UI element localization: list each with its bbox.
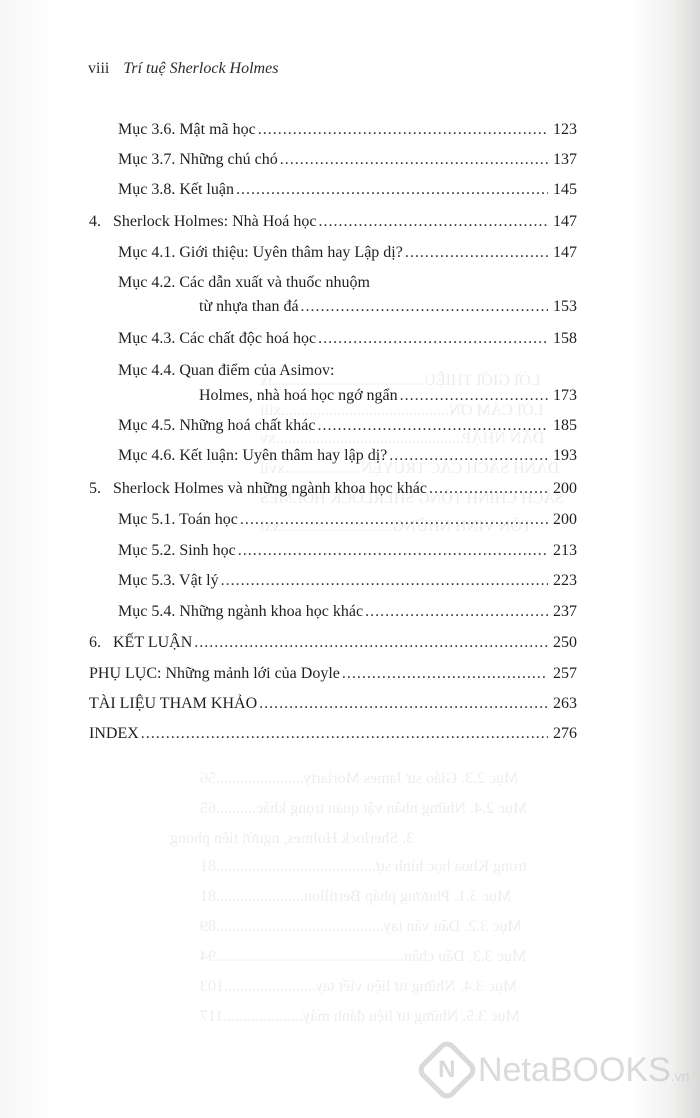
leader-dots — [221, 571, 548, 591]
watermark-suffix: .vn — [670, 1067, 690, 1084]
toc-entry-page: 173 — [553, 387, 577, 404]
netabooks-logo-icon: N — [414, 1037, 479, 1102]
toc-entry-page: 145 — [553, 181, 577, 198]
toc-entry-page: 250 — [553, 634, 577, 651]
bleed-through: LỜI GIỚI THIỆU......................................ix LỜI CẢM ƠN..........................................xiii DẪN NHẬP...............................................xv DANH SÁCH CÁC TRUYỆN...................xvii SÁCH CHÍNH TỐNG SHERLOCK HOLMES TÔN VINH NHỮNG............................xxi Mục 2.3. Giáo sư James Moriarty......................56 Mục 2.4. Những nhân vật quan trọng khác..........65 3. Sherlock Holmes, người tiên phong trong Khoa học hình sự........................................81 Mục 3.1. Phương pháp Bertillon......................81 Mục 3.2. Dấu vân tay..........................................89 Mục 3.3. Dấu chân...............................................94 Mục 3.4. Những tư liệu viết tay.......................103 Mục 3.5. Những tư liệu đánh máy....................117 — [170, 372, 564, 1025]
toc-entry-page: 158 — [553, 330, 577, 347]
toc-entry-page: 147 — [553, 244, 577, 261]
leader-dots — [141, 724, 548, 744]
toc-entry-label: Mục 4.3. Các chất độc hoá học — [118, 330, 317, 347]
toc-entry-page: 200 — [553, 480, 577, 497]
toc-section-entry — [89, 694, 577, 714]
watermark-text — [478, 1051, 689, 1090]
toc-entry — [199, 386, 577, 406]
toc-entry-label: INDEX — [89, 725, 139, 742]
toc-chapter-entry — [89, 633, 577, 653]
toc-entry-page: 200 — [553, 511, 577, 528]
toc-entry-label: Mục 5.2. Sinh học — [118, 542, 236, 559]
toc-entry-page: 223 — [553, 572, 577, 589]
toc-entry-label: Mục 4.4. Quan điểm của Asimov: — [118, 362, 335, 379]
toc-entry-label: PHỤ LỤC: Những mảnh lới của Doyle — [89, 665, 340, 682]
toc-entry — [118, 150, 577, 170]
toc-entry-label-continued: từ nhựa than đá — [199, 298, 299, 315]
toc-entry — [118, 243, 577, 263]
toc-entry-page: 185 — [553, 417, 577, 434]
leader-dots — [400, 386, 548, 406]
toc-entry-page: 257 — [553, 665, 577, 682]
toc-entry — [118, 416, 577, 436]
book-title: Trí tuệ Sherlock Holmes — [123, 60, 279, 77]
toc-entry-label: Mục 4.2. Các dẫn xuất và thuốc nhuộm — [118, 274, 370, 291]
toc-entry-page: 213 — [553, 542, 577, 559]
toc-chapter-entry — [89, 212, 577, 232]
leader-dots — [318, 329, 548, 349]
toc-entry — [118, 510, 577, 530]
toc-entry-page: 147 — [553, 213, 577, 230]
running-header — [88, 60, 278, 78]
leader-dots — [319, 212, 548, 232]
toc-section-entry — [89, 664, 577, 684]
leader-dots — [240, 510, 548, 530]
leader-dots — [280, 150, 548, 170]
leader-dots — [389, 446, 548, 466]
toc-entry — [118, 602, 577, 622]
toc-entry-label: Mục 3.6. Mật mã học — [118, 121, 256, 138]
toc-entry-label: Mục 5.4. Những ngành khoa học khác — [118, 603, 364, 620]
leader-dots — [342, 664, 548, 684]
watermark — [418, 1030, 700, 1110]
toc-entry-page: 237 — [553, 603, 577, 620]
toc-entry-label: Mục 3.8. Kết luận — [118, 181, 234, 198]
toc-entry-page: 137 — [553, 151, 577, 168]
toc-entry-label: 4. Sherlock Holmes: Nhà Hoá học — [89, 213, 317, 230]
leader-dots — [365, 602, 548, 622]
leader-dots — [238, 541, 548, 561]
leader-dots — [318, 416, 548, 436]
toc-entry-page: 123 — [553, 121, 577, 138]
toc-entry-page: 263 — [553, 695, 577, 712]
watermark-brand: NetaBOOKS — [478, 1050, 671, 1089]
toc-entry-label: Mục 4.5. Những hoá chất khác — [118, 417, 316, 434]
toc-entry-page: 276 — [553, 725, 577, 742]
toc-entry — [118, 329, 577, 349]
toc-entry-label: Mục 5.1. Toán học — [118, 511, 238, 528]
toc-entry-page: 153 — [553, 298, 577, 315]
toc-entry-page: 193 — [553, 447, 577, 464]
leader-dots — [258, 120, 548, 140]
toc-entry-label: Mục 5.3. Vật lý — [118, 572, 219, 589]
toc-entry — [199, 297, 577, 317]
toc-entry-label: TÀI LIỆU THAM KHẢO — [89, 695, 258, 712]
toc-entry — [118, 120, 577, 140]
toc-entry — [118, 180, 577, 200]
toc-entry-label: Mục 3.7. Những chú chó — [118, 151, 278, 168]
toc-chapter-entry — [89, 479, 577, 499]
toc-entry — [118, 541, 577, 561]
leader-dots — [429, 479, 548, 499]
toc-entry-label: Mục 4.6. Kết luận: Uyên thâm hay lập dị? — [118, 447, 388, 464]
leader-dots — [194, 633, 548, 653]
leader-dots — [405, 243, 548, 263]
leader-dots — [301, 297, 548, 317]
toc-entry-label-continued: Holmes, nhà hoá học ngớ ngẩn — [199, 387, 398, 404]
leader-dots — [259, 694, 548, 714]
page-number: viii — [88, 60, 110, 77]
toc-entry-label: 5. Sherlock Holmes và những ngành khoa học khác — [89, 480, 427, 497]
toc-entry — [118, 571, 577, 591]
toc-entry-label: Mục 4.1. Giới thiệu: Uyên thâm hay Lập dị? — [118, 244, 403, 261]
toc-entry-label: 6. KẾT LUẬN — [89, 634, 193, 651]
leader-dots — [236, 180, 548, 200]
toc-entry — [118, 446, 577, 466]
toc-section-entry — [89, 724, 577, 744]
